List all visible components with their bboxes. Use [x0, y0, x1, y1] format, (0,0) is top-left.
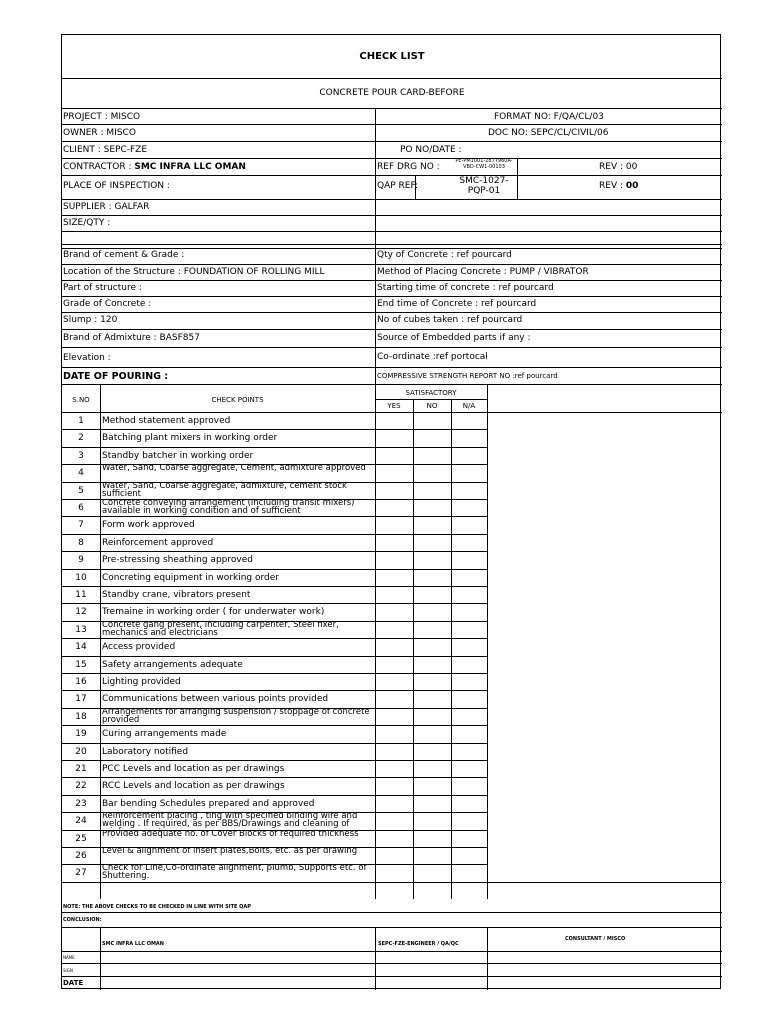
owner-field: OWNER : MISCO: [63, 128, 136, 138]
divider: [100, 927, 101, 990]
row-number: 3: [78, 450, 84, 461]
start-time-field: Starting time of concrete : ref pourcard: [377, 283, 554, 293]
row-number: 26: [75, 851, 87, 861]
page-subtitle: CONCRETE POUR CARD-BEFORE: [319, 88, 465, 98]
check-point-text: Batching plant mixers in working order: [102, 433, 278, 444]
row-number: 8: [78, 537, 84, 548]
size-qty-field: SIZE/QTY :: [63, 218, 111, 228]
divider: [62, 141, 722, 142]
divider: [62, 412, 722, 413]
row-number: 15: [75, 659, 87, 670]
slump-field: Slump : 120: [63, 315, 118, 325]
row-divider: [62, 516, 487, 517]
divider: [517, 158, 518, 199]
row-divider: [62, 429, 487, 430]
divider: [375, 384, 376, 899]
grade-field: Grade of Concrete :: [63, 299, 152, 309]
row-number: 9: [78, 555, 84, 566]
date-label: DATE: [63, 979, 84, 987]
contractor-field: [63, 162, 246, 172]
divider: [62, 231, 722, 232]
row-number: 7: [78, 520, 84, 531]
divider: [62, 108, 722, 109]
rev-field: REV : 00: [599, 162, 638, 172]
table-bottom-divider: [62, 882, 722, 883]
divider: [62, 384, 722, 385]
divider: [415, 175, 416, 199]
row-number: 23: [75, 798, 87, 809]
row-number: 10: [75, 572, 87, 583]
row-number: 1: [78, 416, 84, 426]
check-point-text: PCC Levels and location as per drawings: [102, 764, 285, 774]
check-point-text: Form work approved: [102, 520, 195, 531]
row-number: 24: [75, 816, 87, 827]
check-point-text: Lighting provided: [102, 677, 181, 687]
row-divider: [62, 603, 487, 604]
check-point-text: Water, Sand, Coarse aggregate, Cement, admixture approved: [102, 464, 366, 474]
divider: [62, 124, 722, 125]
divider: [100, 384, 101, 899]
divider: [413, 399, 414, 899]
conclusion-label: CONCLUSION:: [63, 917, 102, 923]
check-point-text: Reinforcement approved: [102, 537, 214, 548]
row-divider: [62, 673, 487, 674]
ref-drg-label: REF DRG NO :: [377, 162, 440, 172]
method-placing-field: Method of Placing Concrete : PUMP / VIBRATOR: [377, 267, 589, 277]
divider: [62, 78, 722, 79]
divider: [62, 175, 722, 176]
coordinate-field: Co-ordinate :ref portocal: [377, 352, 488, 362]
row-number: 14: [75, 642, 87, 653]
admixture-field: Brand of Admixture : BASF857: [63, 333, 200, 343]
check-point-text: Concrete conveying arrangement (including transit mixers) available in working condition and of sufficient: [102, 499, 355, 516]
row-number: 25: [75, 833, 87, 844]
check-point-text: Pre-stressing sheathing approved: [102, 555, 253, 566]
check-point-text: Concrete gang present, including carpenter, Steel fixer, mechanics and electricians: [102, 620, 339, 638]
signatory-sepc: SEPC-FZE-ENGINEER / QA/QC: [378, 941, 459, 947]
signatory-consultant: CONSULTANT / MISCO: [565, 936, 626, 942]
divider: [62, 248, 722, 249]
row-divider: [62, 690, 487, 691]
row-number: 21: [75, 764, 87, 774]
row-number: 5: [78, 485, 84, 496]
divider: [487, 927, 488, 990]
check-point-text: Arrangements for arranging suspension / stoppage of concrete provided: [102, 707, 370, 725]
divider: [62, 264, 722, 265]
check-point-text: Safety arrangements adequate: [102, 659, 243, 670]
row-number: 12: [75, 607, 87, 618]
embedded-field: Source of Embedded parts if any :: [377, 333, 531, 343]
date-pouring-field: DATE OF POURING :: [63, 371, 169, 382]
check-point-text: RCC Levels and location as per drawings: [102, 781, 285, 792]
divider: [62, 199, 722, 200]
cubes-field: No of cubes taken : ref pourcard: [377, 315, 523, 325]
doc-no-field: DOC NO: SEPC/CL/CIVIL/06: [488, 128, 609, 138]
rev-value: 00: [625, 181, 639, 191]
page-title: CHECK LIST: [359, 51, 425, 62]
col-no-header: NO: [426, 402, 438, 410]
divider: [62, 912, 722, 913]
part-structure-field: Part of structure :: [63, 283, 142, 293]
row-number: 18: [75, 711, 87, 722]
row-number: 17: [75, 694, 87, 705]
divider: [375, 399, 487, 400]
divider: [62, 367, 722, 368]
row-divider: [62, 569, 487, 570]
check-point-text: Laboratory notified: [102, 746, 189, 757]
divider: [62, 963, 722, 964]
checklist-sheet: [61, 34, 721, 989]
rev-label: REV :: [599, 181, 626, 191]
location-field: Location of the Structure : FOUNDATION OF ROLLING MILL: [63, 267, 325, 277]
divider: [375, 108, 376, 244]
qap-ref-label: QAP REF:: [377, 181, 418, 191]
check-point-text: Tremaine in working order ( for underwater work): [102, 607, 325, 618]
brand-cement-field: Brand of cement & Grade :: [63, 250, 185, 260]
supplier-field: SUPPLIER : GALFAR: [63, 202, 150, 212]
end-time-field: End time of Concrete : ref pourcard: [377, 299, 537, 309]
sign-label: SIGN: [63, 968, 73, 973]
check-point-text: Provided adequate no. of Cover Blocks of required thickness: [102, 829, 359, 839]
check-point-text: Access provided: [102, 642, 176, 653]
check-point-text: Standby crane, vibrators present: [102, 590, 251, 600]
row-number: 6: [78, 503, 84, 513]
rev-field-2: [599, 181, 638, 191]
compressive-field: COMPRESSIVE STRENGTH REPORT NO :ref pourcard: [377, 372, 558, 380]
divider: [375, 927, 376, 990]
col-yes-header: YES: [387, 402, 401, 410]
divider: [62, 280, 722, 281]
ref-drg-value: PE-PM1001-2877960A-VBD-CW1-00103: [455, 158, 513, 170]
col-satisfactory-header: SATISFACTORY: [405, 389, 457, 397]
divider: [451, 399, 452, 899]
divider: [62, 951, 722, 952]
divider: [487, 384, 488, 899]
divider: [62, 296, 722, 297]
signatory-smc: SMC INFRA LLC OMAN: [102, 941, 164, 947]
project-field: PROJECT : MISCO: [63, 112, 141, 122]
divider: [62, 347, 722, 348]
divider: [62, 927, 722, 928]
row-divider: [62, 638, 487, 639]
col-check-header: CHECK POINTS: [211, 396, 264, 404]
row-number: 22: [75, 781, 87, 792]
row-number: 20: [75, 746, 87, 757]
po-no-field: PO NO/DATE :: [400, 145, 462, 155]
row-divider: [62, 447, 487, 448]
row-divider: [62, 795, 487, 796]
check-point-text: Concreting equipment in working order: [102, 572, 279, 583]
check-point-text: Water, Sand, Coarse aggregate, admixture, cement stock sufficient: [102, 481, 347, 498]
row-divider: [62, 551, 487, 552]
check-point-text: Standby batcher in working order: [102, 450, 254, 461]
check-point-text: Check for Line,Co-ordinate alignment, plumb, Supports etc. of Shuttering.: [102, 864, 367, 881]
row-number: 13: [75, 624, 87, 635]
qap-ref-value: SMC-1027-PQP-01: [459, 176, 509, 196]
divider: [62, 312, 722, 313]
name-label: NAME: [63, 955, 75, 960]
check-point-text: Curing arrangements made: [102, 729, 227, 740]
check-point-text: Bar bending Schedules prepared and approved: [102, 798, 315, 809]
row-divider: [62, 656, 487, 657]
place-of-inspection-field: PLACE OF INSPECTION :: [63, 181, 170, 191]
format-no-field: FORMAT NO: F/QA/CL/03: [494, 112, 604, 122]
row-number: 11: [75, 590, 87, 600]
divider: [62, 329, 722, 330]
row-divider: [62, 725, 487, 726]
check-point-text: Reinforcement placing , ting with specified binding wire and welding . If required, as per BBS/Drawings and cleaning of: [102, 812, 358, 829]
row-number: 16: [75, 677, 87, 687]
row-number: 2: [78, 433, 84, 444]
check-point-text: Communications between various points provided: [102, 694, 329, 705]
row-number: 27: [75, 868, 87, 879]
qty-concrete-field: Qty of Concrete : ref pourcard: [377, 250, 512, 260]
divider: [62, 158, 722, 159]
note-text: NOTE: THE ABOVE CHECKS TO BE CHECKED IN LINE WITH SITE QAP: [63, 904, 251, 910]
row-number: 4: [78, 468, 84, 479]
row-divider: [62, 586, 487, 587]
row-divider: [62, 777, 487, 778]
row-divider: [62, 534, 487, 535]
row-number: 19: [75, 729, 87, 740]
contractor-label: CONTRACTOR :: [63, 162, 135, 172]
check-point-text: Level & alignment of insert plates,Bolts, etc. as per drawing: [102, 847, 358, 856]
row-divider: [62, 743, 487, 744]
divider: [62, 244, 722, 245]
elevation-field: Elevation :: [63, 353, 111, 363]
row-divider: [62, 760, 487, 761]
client-field: CLIENT : SEPC-FZE: [63, 145, 148, 155]
col-na-header: N/A: [462, 402, 476, 410]
check-point-text: Method statement approved: [102, 416, 231, 426]
col-sno-header: S.NO: [72, 396, 90, 404]
contractor-value: SMC INFRA LLC OMAN: [134, 162, 246, 172]
divider: [375, 244, 376, 384]
divider: [62, 215, 722, 216]
divider: [62, 976, 722, 977]
